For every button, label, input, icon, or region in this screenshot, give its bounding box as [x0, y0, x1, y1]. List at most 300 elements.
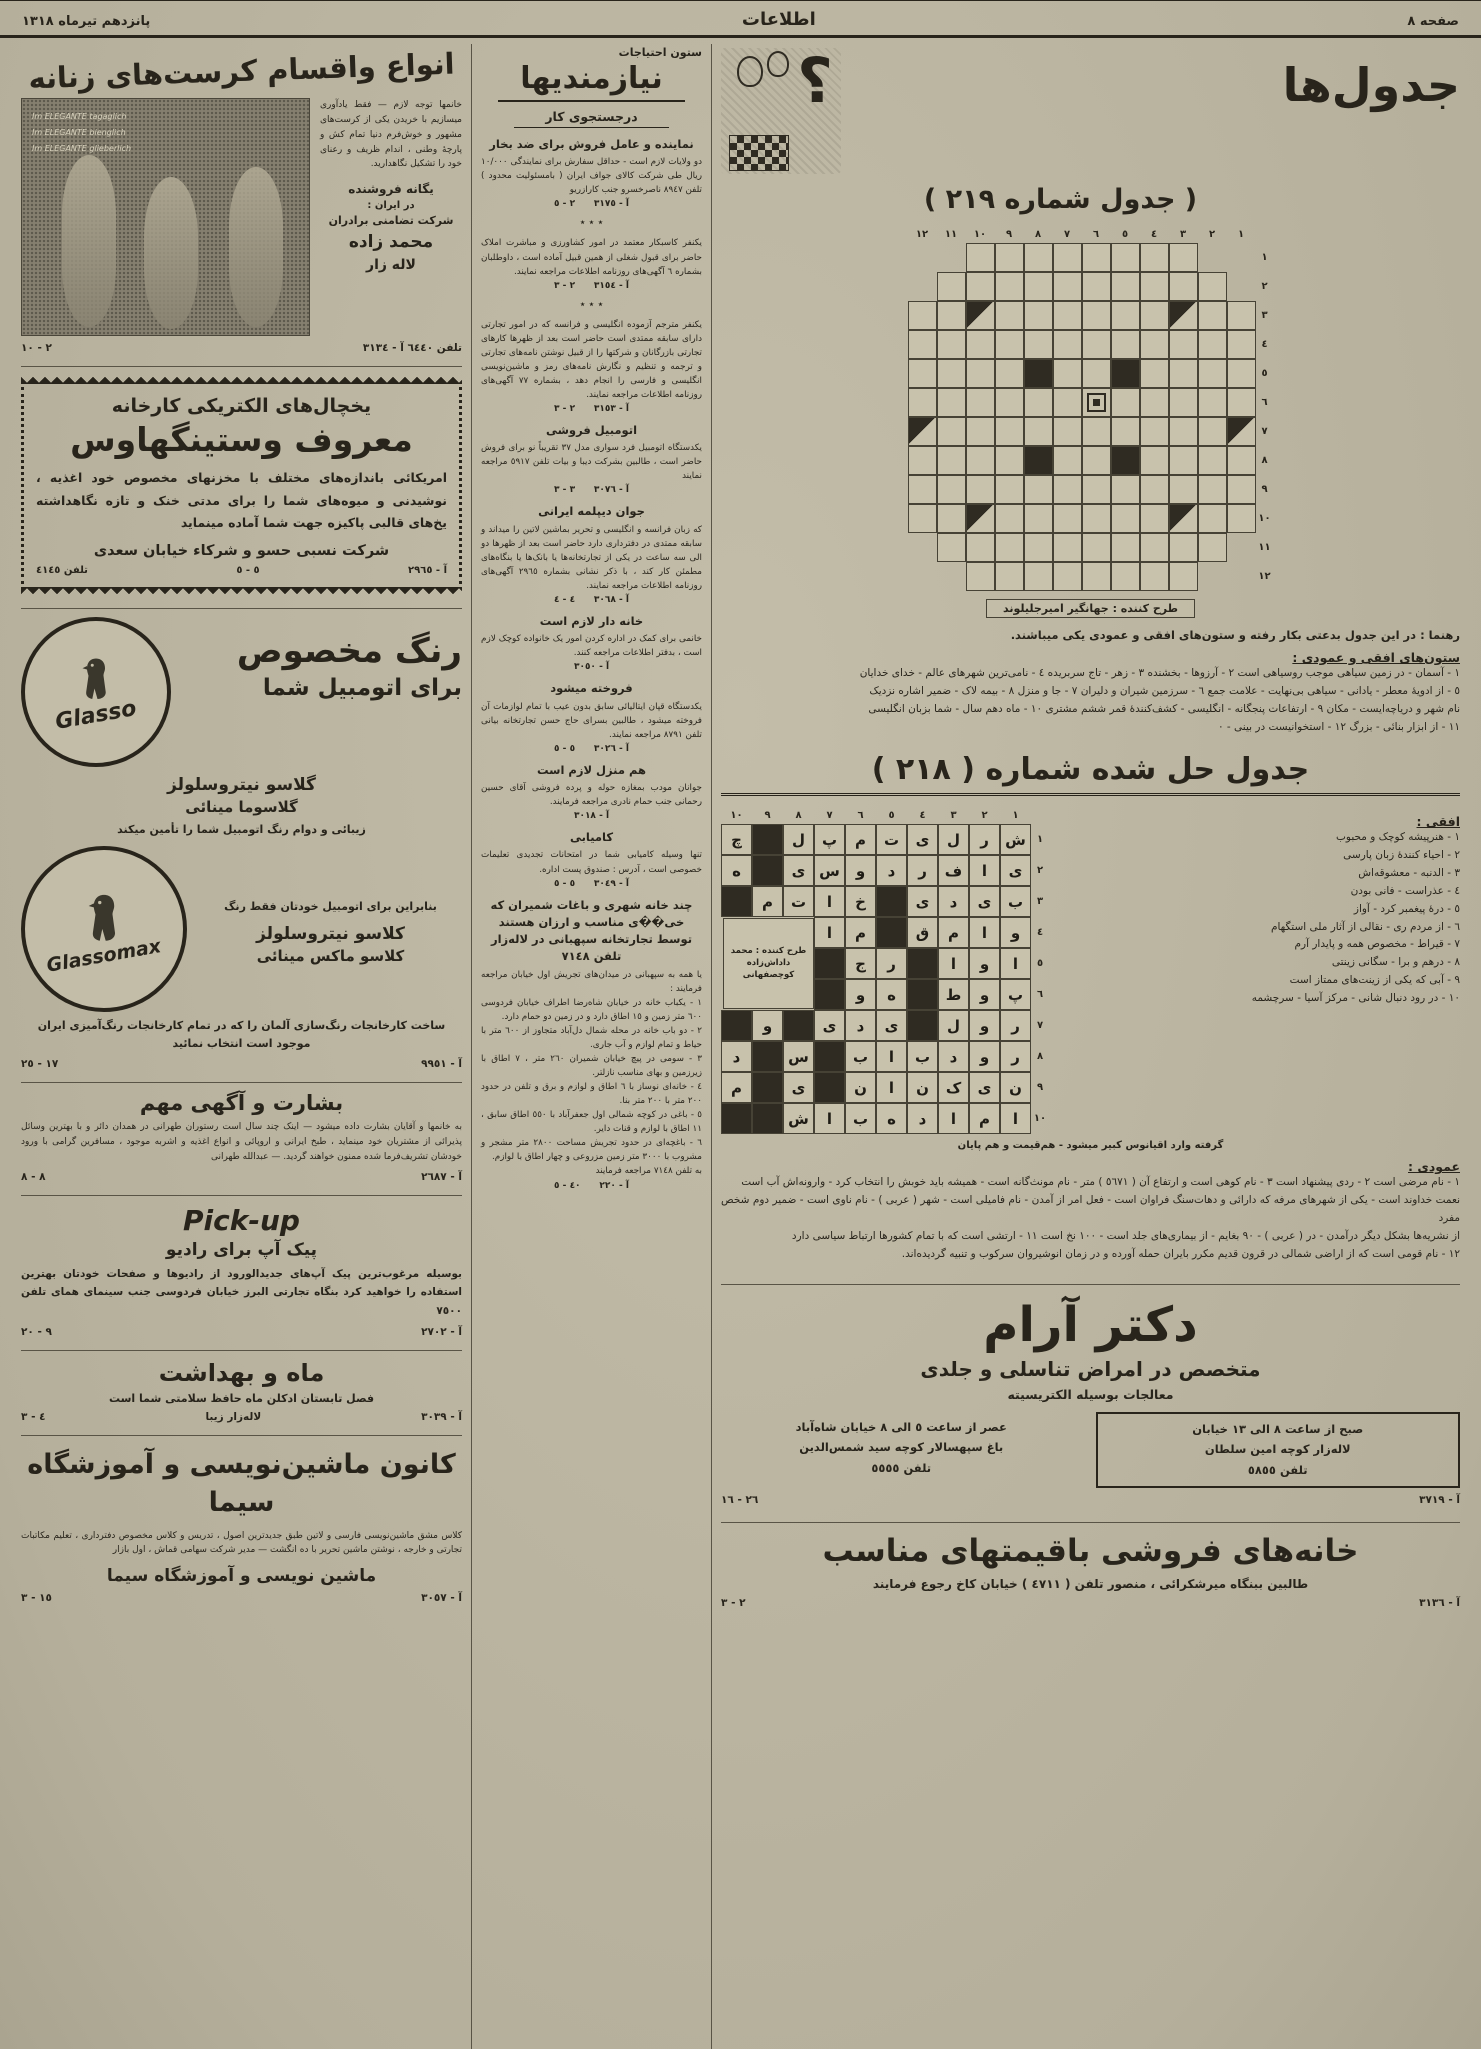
across-clues-column [1065, 806, 1460, 1007]
grid-cell: ی [969, 1072, 1000, 1103]
grid-cell: ی [907, 824, 938, 855]
zigzag-border [21, 587, 462, 596]
grid-cell [1111, 359, 1140, 388]
corset-seller [320, 180, 462, 276]
classified-body: ٦ - باغچه‌ای در حدود تجریش مساحت ۲۸۰۰ متر مشجر و مشروب با ۳۰۰۰ متر زمین مزروعی و چهار اطاق با لوازم. [481, 1138, 702, 1163]
clue-line: نام شهر و دریاچه‌ایست - مکان ۹ - ارتفاعات پنجگانه - انگلیسی - کشف‌کنندهٔ قمر ششم مشتری ۱۰ - ماه دهم سال - شما بزبان انگلیسی [868, 702, 1460, 715]
masthead [0, 0, 1481, 38]
puzzles-section [711, 44, 1469, 2049]
fridge-ad [21, 366, 462, 596]
grid-number: ۱ [1261, 252, 1268, 263]
grid-cell: ب [845, 1103, 876, 1134]
ad-reference: آ - ۳۰٦۸ ٤ - ٤ [554, 595, 629, 605]
ad-phone: تلفن ٦٤٤۰ آ - ۳۱۳٤ [362, 342, 462, 354]
grid-cell [1198, 533, 1227, 562]
classified-body: به تلفن ۷۱٤۸ مراجعه فرمایند [595, 1166, 702, 1177]
grid-cell [1140, 475, 1169, 504]
grid-number: ۱۲ [1258, 571, 1271, 582]
corset-photo [21, 98, 310, 336]
grid-cell [937, 330, 966, 359]
clue-line: ۱۲ - نام قومی است که از اراضی شمالی در قرون قدیم مکرر بایران حمله آورده و در زمان انوشیروان سرکوب و تنبیه گردیده‌اند. [901, 1247, 1460, 1260]
grid-number: ۸ [795, 809, 802, 821]
grid-number: ۱ [1012, 809, 1019, 821]
ad-ref: آ - ۲۹٦٥ [408, 564, 447, 576]
paint-title-line2: برای اتومبیل شما [262, 674, 462, 701]
grid-cell: ب [1000, 886, 1031, 917]
seller-line: در ایران : [367, 200, 415, 212]
grid-cell: د [876, 855, 907, 886]
grid-cell [966, 388, 995, 417]
parrot-icon [81, 655, 111, 701]
grid-cell [995, 475, 1024, 504]
grid-number: ۱۰ [1033, 1113, 1047, 1125]
grid-number: ۲ [1261, 281, 1268, 292]
grid-cell [1082, 359, 1111, 388]
grid-cell: و [845, 855, 876, 886]
grid-cell [1140, 533, 1169, 562]
grid-number [1031, 806, 1049, 824]
grid-number: ٦ [857, 809, 864, 821]
grid-cell: م [752, 886, 783, 917]
grid-cell [1111, 504, 1140, 533]
hours-line: صبح از ساعت ۸ الی ۱۳ خیابان [1192, 1421, 1364, 1436]
grid-219-wrap [721, 225, 1460, 591]
puzzle-218-title: جدول حل شده شماره ( ۲۱۸ ) [721, 752, 1460, 796]
ad-reference-row [21, 1171, 462, 1183]
ad-seller: لاله‌زار زیبا [205, 1410, 262, 1423]
clues-219 [721, 665, 1460, 736]
pickup-latin-wordmark: Pick-up [183, 1203, 300, 1237]
photo-caption: Im ELEGANTE tagaglich [32, 112, 127, 121]
grid-number: ۳ [1261, 310, 1268, 321]
grid-cell [1024, 446, 1053, 475]
houses-ad [721, 1522, 1460, 1609]
classified-title: نماینده و عامل فروش برای ضد بخار [489, 137, 694, 151]
grid-cell [995, 388, 1024, 417]
grid-cell [1169, 475, 1198, 504]
grid-cell: م [938, 917, 969, 948]
grid-cell [721, 1103, 752, 1134]
grid-cell: و [969, 1041, 1000, 1072]
clue-line: ۱ - هنرپیشه کوچک و محبوب [1336, 831, 1460, 844]
grid-cell [1082, 446, 1111, 475]
classified-body: یکنفر کاسبکار معتمد در امور کشاورزی و مباشرت املاک حاضر برای قبول شغلی از همین قبیل آماده است ، داوطلبان بشماره ٦ آگهی‌های روزنامه اطلاعات مراجعه نمایند. [481, 238, 702, 277]
typing-school-title: کانون ماشین‌نویسی و آموزشگاه سیما [27, 1448, 456, 1518]
classified-ad [481, 829, 702, 888]
grid-cell [1198, 388, 1227, 417]
grid-cell [1111, 301, 1140, 330]
grid-cell [1111, 533, 1140, 562]
ad-reference: آ - ۲۲۰ ٤۰ - ٥ [554, 1180, 629, 1191]
grid-number: ٦ [1036, 989, 1044, 1001]
grid-cell [1024, 562, 1053, 591]
grid-cell: م [721, 1072, 752, 1103]
face-sketch-icon [767, 51, 789, 77]
grid-cell [1140, 330, 1169, 359]
fridge-content [21, 387, 462, 584]
grid-218-wrap [721, 806, 1049, 1134]
classified-body: ٥ - باغی در کوچه شمالی اول جعفرآباد با ٥٥۰ اطاق سابق ، ۱۱ اطاق با لوازم و قنات دایر. [481, 1110, 703, 1135]
grid-cell [1198, 301, 1227, 330]
fridge-seller: شرکت نسبی حسو و شرکاء خیابان سعدی [93, 542, 390, 559]
grid-cell [1140, 388, 1169, 417]
classified-body: خانمی برای کمک در اداره کردن امور یک خانواده کوچک لازم است ، بدفتر اطلاعات مراجعه کنند. [481, 634, 702, 659]
grid-cell [937, 388, 966, 417]
grid-cell: ا [969, 855, 1000, 886]
classified-ad [481, 680, 702, 753]
classified-ad [481, 503, 702, 605]
classified-ad [481, 236, 702, 290]
grid-cell: و [969, 1010, 1000, 1041]
ad-reference: آ - ۳۰٤۹ ٥ - ٥ [554, 878, 629, 889]
grid-number: ٤ [1261, 339, 1268, 350]
grid-cell: و [969, 948, 1000, 979]
typing-school-footer: ماشین نویسی و آموزشگاه سیما [106, 1566, 377, 1587]
grid-cell: م [969, 1103, 1000, 1134]
grid-cell: ر [969, 824, 1000, 855]
grid-number: ٥ [1261, 368, 1268, 379]
clues-continuation: گرفته وارد اقیانوس کبیر میشود - هم‌قیمت و هم پایان [957, 1140, 1224, 1152]
grid-number: ۳ [1036, 896, 1044, 908]
classified-ad [481, 318, 702, 414]
designer-credit-218: طرح کننده : محمد داداش‌زاده کوچصفهانی [723, 918, 814, 1009]
clue-line: نعمت خداوند است - یکی از شهرهای مرفه که دارائی و دهات‌سنگ فراوان است - فعل امر از آمدن - نام فامیلی است - شهر ( عربی ) - نام ناوی است - ضمیر دوم شخص مفرد [721, 1194, 1460, 1225]
ad-reference: آ - ۳۰۷٦ ۳ - ۳ [554, 485, 629, 496]
besharat-body: به خانمها و آقایان بشارت داده میشود — اینک چند سال است رستوران طهرانی در همدان دائر و با بهترین وسائل پذیرائی از مشتریان خود مینماید ، طبخ ایرانی و اروپائی و انواع اغذیه و اشربه موجود ، مسافرین گرامی با ورود خودشان تشریف‌فرما شده ممنون خواهند گردید. — عبدالله طهرانی [21, 1122, 462, 1162]
grid-cell: و [752, 1010, 783, 1041]
grid-cell [1227, 504, 1256, 533]
ad-reference: آ - ۳۰۲٦ ٥ - ٥ [554, 743, 629, 754]
grid-number: ۷ [1063, 228, 1071, 240]
classifieds-subtitle: درجستجوی کار [514, 109, 669, 128]
clue-line: ۸ - درهم و برا - سگانی زینتی [1331, 956, 1460, 969]
grid-cell [1024, 475, 1053, 504]
ad-reference-row [21, 342, 462, 354]
grid-number: ٤ [1036, 927, 1044, 939]
fridge-title-line1: یخچال‌های الکتریکی کارخانه [111, 395, 372, 417]
grid-cell [1053, 533, 1082, 562]
clue-line: ٤ - عذراست - فانی بودن [1350, 884, 1460, 897]
grid-cell [995, 301, 1024, 330]
grid-cell [995, 533, 1024, 562]
grid-cell [966, 446, 995, 475]
grid-cell [937, 533, 966, 562]
grid-cell [814, 1072, 845, 1103]
grid-cell [1024, 417, 1053, 446]
ad-reference: آ - ۳۱٥۳ ۲ - ۳ [554, 404, 629, 414]
clue-line: ۷ - قیراط - مخصوص همه و پایدار آرم [1294, 938, 1460, 951]
ad-reference-row [21, 1326, 462, 1338]
ad-reference-row [36, 565, 447, 576]
grid-cell [1111, 243, 1140, 272]
grid-cell [1024, 301, 1053, 330]
classified-ad [481, 422, 702, 495]
grid-cell [966, 330, 995, 359]
grid-cell [1140, 417, 1169, 446]
grid-cell [752, 1072, 783, 1103]
grid-cell [1227, 475, 1256, 504]
figure-silhouette [229, 167, 283, 327]
page-number: صفحه ۸ [1407, 14, 1459, 29]
grid-cell: پ [1000, 979, 1031, 1010]
grid-cell [1053, 562, 1082, 591]
grid-cell [1024, 504, 1053, 533]
grid-cell [1227, 388, 1256, 417]
grid-cell [1227, 446, 1256, 475]
grid-cell: م [845, 824, 876, 855]
grid-cell [1140, 272, 1169, 301]
corset-text-side [320, 98, 462, 336]
grid-cell [1024, 388, 1053, 417]
grid-number: ۹ [1261, 484, 1268, 495]
ad-ref: آ - ۳۰٥۷ [421, 1592, 462, 1605]
grid-cell: ن [907, 1072, 938, 1103]
paint-texts [199, 893, 462, 965]
grid-number: ۱ [1036, 834, 1044, 846]
grid-cell [937, 417, 966, 446]
grid-cell [1227, 301, 1256, 330]
grid-cell [966, 562, 995, 591]
grid-number: ٦ [1092, 228, 1100, 240]
grid-number: ۲ [981, 809, 988, 821]
grid-cell [1198, 504, 1227, 533]
doctor-hours-evening [721, 1412, 1082, 1488]
grid-cell: ق [907, 917, 938, 948]
grid-cell [1140, 359, 1169, 388]
seller-line: شرکت تضامنی برادران [328, 214, 454, 228]
grid-cell [1082, 504, 1111, 533]
paint-line: زیبائی و دوام رنگ اتومبیل شما را تأمین میکند [117, 822, 366, 836]
grid-cell [1111, 272, 1140, 301]
grid-cell: ش [1000, 824, 1031, 855]
face-sketch-icon [737, 56, 763, 87]
grid-cell: و [969, 979, 1000, 1010]
grid-cell: ی [969, 886, 1000, 917]
ad-reference: آ - ۳۰٥۰ [573, 662, 610, 673]
classified-body: یکنفر مترجم آزموده انگلیسی و فرانسه که در امور تجارتی دارای سابقه ممتدی است حاضر است بعد از ظهرها کارهای تجارتی بازرگانان و شرکتها را از قبیل نوشتن نامه‌های تجارتی و ترجمه و تنظیم و نگارش نامه‌های رمز و ماشین‌نویسی انگلیسی و فارسی را انجام دهد ، بشماره ۷۷ آگهی‌های روزنامه اطلاعات مراجعه نمایند. [481, 319, 702, 400]
clue-line: ٥ - از ادویهٔ معطر - یادانی - سیاهی بی‌نهایت - علامت جمع ٦ - سرزمین شیران و دلیران ۷ - جا و منزل ۸ - بیمه لاک - ضمیر اشاره نزدیک [869, 684, 1460, 697]
grid-number: ۱۲ [915, 228, 929, 240]
grid-cell [995, 243, 1024, 272]
grid-cell [908, 359, 937, 388]
grid-cell [966, 533, 995, 562]
grid-cell [966, 243, 995, 272]
glasso-wordmark: Glasso [53, 696, 139, 735]
grid-cell [1053, 243, 1082, 272]
grid-cell [1169, 562, 1198, 591]
grid-cell [783, 1010, 814, 1041]
grid-cell [721, 886, 752, 917]
puzzle-illustration [721, 44, 841, 174]
grid-cell [1053, 359, 1082, 388]
clue-line: از نشریه‌ها بشکل دیگر درآمدن - در ( عربی ) - ۹۰ بغایم - از بیماری‌های جلد است - ۱۰۰ نخ است ۱۱ - ارتشی است که با تمام کشورها ارتباط سیاسی دارد [791, 1229, 1460, 1242]
grid-cell: ک [938, 1072, 969, 1103]
grid-cell [908, 475, 937, 504]
seller-line: محمد زاده [348, 231, 434, 252]
puzzles-title: جدول‌ها [1282, 58, 1460, 112]
grid-cell [1169, 272, 1198, 301]
corset-ad [21, 46, 462, 354]
grid-cell [1082, 475, 1111, 504]
clue-line: ٦ - از مردم ری - نقالی از آثار ملی استگهام [1270, 920, 1460, 933]
hours-phone: تلفن ٥۸٥٥ [1247, 1462, 1308, 1477]
paint-header [21, 617, 462, 767]
grid-cell [1111, 475, 1140, 504]
grid-number: ٥ [888, 809, 895, 821]
grid-cell [966, 475, 995, 504]
ad-phone: تلفن ٤۱٤٥ [36, 564, 88, 576]
grid-cell [1082, 533, 1111, 562]
grid-cell [1024, 359, 1053, 388]
grid-cell [1227, 359, 1256, 388]
grid-cell [1169, 330, 1198, 359]
grid-cell [966, 301, 995, 330]
grid-cell [1169, 417, 1198, 446]
ad-run: ۱۷ - ۲٥ [21, 1058, 59, 1071]
grid-cell: ب [845, 1041, 876, 1072]
ad-run: ۸ - ۸ [21, 1170, 46, 1183]
grid-number: ٤ [919, 809, 926, 821]
paint-title-line1: رنگ مخصوص [236, 630, 462, 671]
ad-reference-row [21, 1592, 462, 1604]
grid-number: ٦ [1261, 397, 1268, 408]
issue-date: پانزدهم تیرماه ۱۳۱۸ [22, 14, 151, 29]
zigzag-border [21, 375, 462, 384]
grid-cell: ر [876, 948, 907, 979]
classified-title: اتومبیل فروشی [545, 423, 638, 437]
puzzle-218-row [721, 806, 1460, 1134]
grid-cell [1082, 272, 1111, 301]
grid-cell [937, 446, 966, 475]
classified-body: دو ولایات لازم است - حداقل سفارش برای نمایندگی ۱۰/۰۰۰ ریال طی شرکت کالای جواف ایران ( بامسئولیت محدود ) تلفن ۸۹٤۷ ناصرخسرو جنب کارازریو [481, 157, 702, 196]
grid-number: ۳ [1179, 228, 1187, 240]
grid-cell: ی [1000, 855, 1031, 886]
classified-title: کامیابی [569, 830, 614, 845]
grid-number: ۸ [1034, 228, 1042, 240]
clue-line: ۹ - آبی که یکی از زینت‌های ممتاز است [1289, 974, 1460, 987]
grid-cell [1082, 243, 1111, 272]
grid-cell [995, 330, 1024, 359]
fridge-body: امریکائی باندازه‌های مختلف با مخزنهای مخصوص خود اغذیه ، نوشیدنی و میوه‌های شما را برای مدتی خنک و تازه نگاهداشته یخ‌های قالبی پاکیزه جهت شما آماده مینماید [36, 470, 447, 530]
grid-cell: چ [721, 824, 752, 855]
grid-cell [908, 504, 937, 533]
pickup-ad [21, 1195, 462, 1338]
grid-number: ۲ [1036, 865, 1044, 877]
hours-line: باغ سپهسالار کوچه سید شمس‌الدین [799, 1440, 1004, 1455]
separator: ٭ ٭ ٭ [579, 217, 604, 229]
grid-cell [1198, 446, 1227, 475]
grid-cell: پ [814, 824, 845, 855]
grid-cell [995, 562, 1024, 591]
grid-cell: و [845, 979, 876, 1010]
clue-line: ۱ - نام مرضی است ۲ - ردی پیشنهاد است ۳ - نام کوهی است و ارتفاع آن ( ٥٦۷۱ ) متر - نام مونث‌گانه است - همیشه باید خوبش را انتخاب کرد - وارونه‌اش آب است [741, 1176, 1460, 1189]
classified-title: چند خانه شهری و باغات شمیران که خی��ی مناسب و ارزان هستند توسط تجارتخانه سپهبانی در لاله‌زار تلفن ۷۱٤۸ [490, 897, 693, 964]
houses-title: خانه‌های فروشی باقیمتهای مناسب [822, 1532, 1359, 1569]
ad-ref: آ - ۳۷۱۹ [1419, 1493, 1460, 1506]
designer-credit-219: طرح کننده : جهانگیر امیرجلیلوند [986, 599, 1195, 618]
grid-cell [721, 1010, 752, 1041]
grid-cell [908, 417, 937, 446]
grid-cell: ا [876, 1041, 907, 1072]
grid-cell [814, 948, 845, 979]
classified-ad [481, 299, 702, 310]
grid-number: ۱ [1237, 228, 1245, 240]
grid-cell [1082, 388, 1111, 417]
grid-cell [937, 272, 966, 301]
ad-reference: آ - ۳۱٥٤ ۲ - ۳ [554, 280, 629, 291]
grid-cell [1227, 330, 1256, 359]
grid-number: ۹ [1036, 1082, 1044, 1094]
typing-school-body: کلاس مشق ماشین‌نویسی فارسی و لاتین طبق جدیدترین اصول ، تدریس و کلاس مخصوص دفترداری ، تعلیم مکاتبات تجارتی و خارجه ، نوشتن ماشین تحریر با ده انگشت — مدیر شرکت سهامی قماش ، اول بازار [21, 1530, 462, 1556]
photo-caption-lines [32, 109, 131, 157]
grid-cell [907, 948, 938, 979]
grid-cell [876, 917, 907, 948]
grid-cell: د [845, 1010, 876, 1041]
grid-cell [907, 979, 938, 1010]
clue-line: ۱ - آسمان - در زمین سیاهی موجب روسیاهی است ۲ - آرزوها - بخشنده ۳ - زهر - تاج سربریده ٤ - نامی‌ترین شهرهای عالم - خدای خدایان [859, 667, 1460, 679]
grid-number: ۸ [1261, 455, 1268, 466]
grid-cell: ا [938, 1103, 969, 1134]
doctor-hours-morning [1096, 1412, 1461, 1488]
grid-cell [966, 272, 995, 301]
ad-run: ۲ - ۱۰ [21, 342, 52, 354]
grid-cell: ر [1000, 1041, 1031, 1072]
pickup-title: پیک آپ برای رادیو [165, 1239, 318, 1260]
ad-run: ٤ - ۳ [21, 1410, 46, 1423]
grid-cell [1111, 446, 1140, 475]
glassomax-wordmark: Glassomax [45, 935, 163, 977]
grid-number: ۹ [764, 809, 771, 821]
besharat-ad [21, 1082, 462, 1183]
grid-cell: ا [969, 917, 1000, 948]
grid-cell [1024, 330, 1053, 359]
grid-cell [1169, 446, 1198, 475]
grid-cell [1227, 417, 1256, 446]
grid-number: ۱۱ [944, 228, 958, 240]
checkerboard-graphic [729, 135, 789, 171]
grid-number: ۹ [1005, 228, 1013, 240]
glassomax-logo [21, 846, 187, 1012]
grid-cell: ن [845, 1072, 876, 1103]
grid-cell [1140, 504, 1169, 533]
grid-cell: ل [783, 824, 814, 855]
paint-line: کلاسو نیتروسلولز [256, 923, 405, 944]
grid-cell [1198, 417, 1227, 446]
classifieds-kicker: ستون احتیاجات [618, 46, 702, 59]
photo-caption: Im ELEGANTE bienglich [32, 128, 126, 137]
typing-school-ad [21, 1435, 462, 1604]
grid-cell [937, 475, 966, 504]
grid-cell: ط [938, 979, 969, 1010]
clue-line: ۳ - الدنبه - معشوقه‌اش [1358, 867, 1460, 880]
grid-cell: ن [1000, 1072, 1031, 1103]
grid-cell [1111, 417, 1140, 446]
ad-ref: آ - ۲۷۰۲ [421, 1325, 462, 1338]
seller-line: یگانه فروشنده [348, 182, 434, 197]
doctor-hours [721, 1412, 1460, 1488]
grid-cell [1169, 301, 1198, 330]
grid-cell [1053, 330, 1082, 359]
grid-cell [1111, 330, 1140, 359]
grid-cell [937, 359, 966, 388]
ad-reference: آ - ۳۱۷٥ ۲ - ٥ [554, 199, 629, 210]
doctor-ad [721, 1284, 1460, 1506]
classified-body: یکدستگاه اتومبیل فرد سواری مدل ۳۷ تقریباً نو برای فروش حاضر است ، طالبین بشرکت دیبا و بیات تلفن ٥۹۱۷ مراجعه نمایند [481, 443, 703, 482]
clue-line: ٥ - درهٔ پیغمبر کرد - آواز [1353, 902, 1460, 915]
paint-row2 [21, 846, 462, 1012]
grid-cell [876, 886, 907, 917]
grid-cell [1082, 301, 1111, 330]
